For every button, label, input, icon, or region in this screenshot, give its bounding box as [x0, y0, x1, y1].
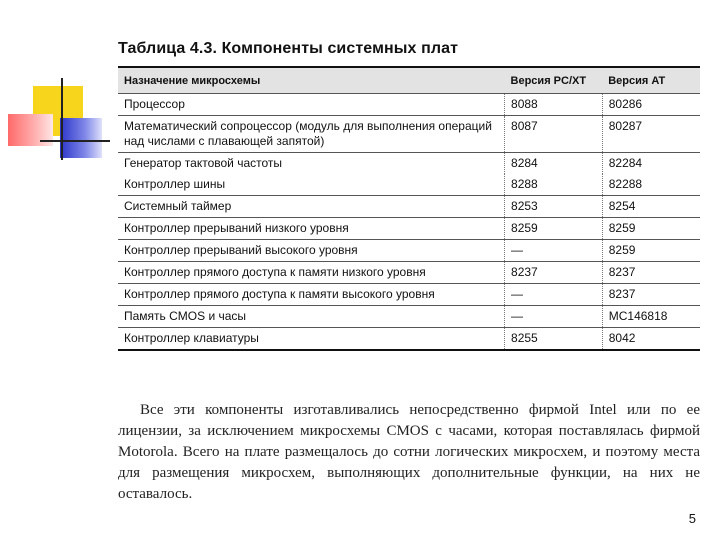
cell-at: 82288	[602, 174, 700, 196]
table-row	[118, 328, 700, 350]
table-row	[118, 94, 700, 116]
cell-at: 8259	[602, 218, 700, 240]
table-row	[118, 196, 700, 218]
header-chip-purpose: Назначение микросхемы	[118, 68, 505, 94]
header-at: Версия AT	[602, 68, 700, 94]
table-row	[118, 174, 700, 196]
cell-chip-name: Память CMOS и часы	[118, 306, 505, 328]
cell-chip-name: Контроллер клавиатуры	[118, 328, 505, 350]
cell-at: 8254	[602, 196, 700, 218]
cell-chip-name: Контроллер прямого доступа к памяти низкого уровня	[118, 262, 505, 284]
cell-at: 8237	[602, 262, 700, 284]
cell-pc-xt: 8288	[505, 174, 603, 196]
cell-at: 8259	[602, 240, 700, 262]
cell-chip-name: Контроллер прямого доступа к памяти высокого уровня	[118, 284, 505, 306]
table-row	[118, 240, 700, 262]
cell-pc-xt: —	[505, 306, 603, 328]
cell-pc-xt: 8087	[505, 116, 603, 153]
horizontal-line	[40, 140, 110, 142]
cell-pc-xt: —	[505, 240, 603, 262]
table-title: Таблица 4.3. Компоненты системных плат	[118, 40, 459, 57]
table-row	[118, 116, 700, 153]
cell-chip-name: Процессор	[118, 94, 505, 116]
cell-pc-xt: 8088	[505, 94, 603, 116]
table-row	[118, 153, 700, 175]
cell-chip-name: Математический сопроцессор (модуль для выполнения операций над числами с плавающей запятой)	[118, 116, 505, 153]
paragraph-text: Все эти компоненты изготавливались непосредственно фирмой Intel или по ее лицензии, за исключением микросхемы CMOS с часами, которая поставлялась фирмой Motorola. Всего на плате размещалось до сотни логических микросхем, и поэтому места для размещения микросхем, выполняющих дополнительные функции, на них не оставалось.	[118, 402, 700, 502]
cell-at: 8042	[602, 328, 700, 350]
cell-at: 80287	[602, 116, 700, 153]
cell-pc-xt: 8237	[505, 262, 603, 284]
components-table	[118, 66, 700, 351]
cell-at: 80286	[602, 94, 700, 116]
blue-square	[60, 118, 102, 158]
cell-at: 82284	[602, 153, 700, 175]
cell-pc-xt: 8259	[505, 218, 603, 240]
header-pc-xt: Версия PC/XT	[505, 68, 603, 94]
cell-pc-xt: 8284	[505, 153, 603, 175]
cell-pc-xt: 8255	[505, 328, 603, 350]
cell-chip-name: Генератор тактовой частоты	[118, 153, 505, 175]
cell-chip-name: Контроллер шины	[124, 177, 226, 191]
cell-chip-name: Контроллер прерываний высокого уровня	[118, 240, 505, 262]
page-number: 5	[688, 511, 696, 526]
vertical-line	[61, 78, 63, 160]
table-row	[118, 262, 700, 284]
body-paragraph	[118, 400, 700, 505]
table-row	[118, 306, 700, 328]
cell-pc-xt: —	[505, 284, 603, 306]
table-header-row	[118, 68, 700, 94]
cell-chip-name: Системный таймер	[118, 196, 505, 218]
cell-at: 8237	[602, 284, 700, 306]
table-row	[118, 284, 700, 306]
cell-chip-name: Контроллер прерываний низкого уровня	[118, 218, 505, 240]
cell-pc-xt: 8253	[505, 196, 603, 218]
cell-at: MC146818	[602, 306, 700, 328]
table-row	[118, 218, 700, 240]
